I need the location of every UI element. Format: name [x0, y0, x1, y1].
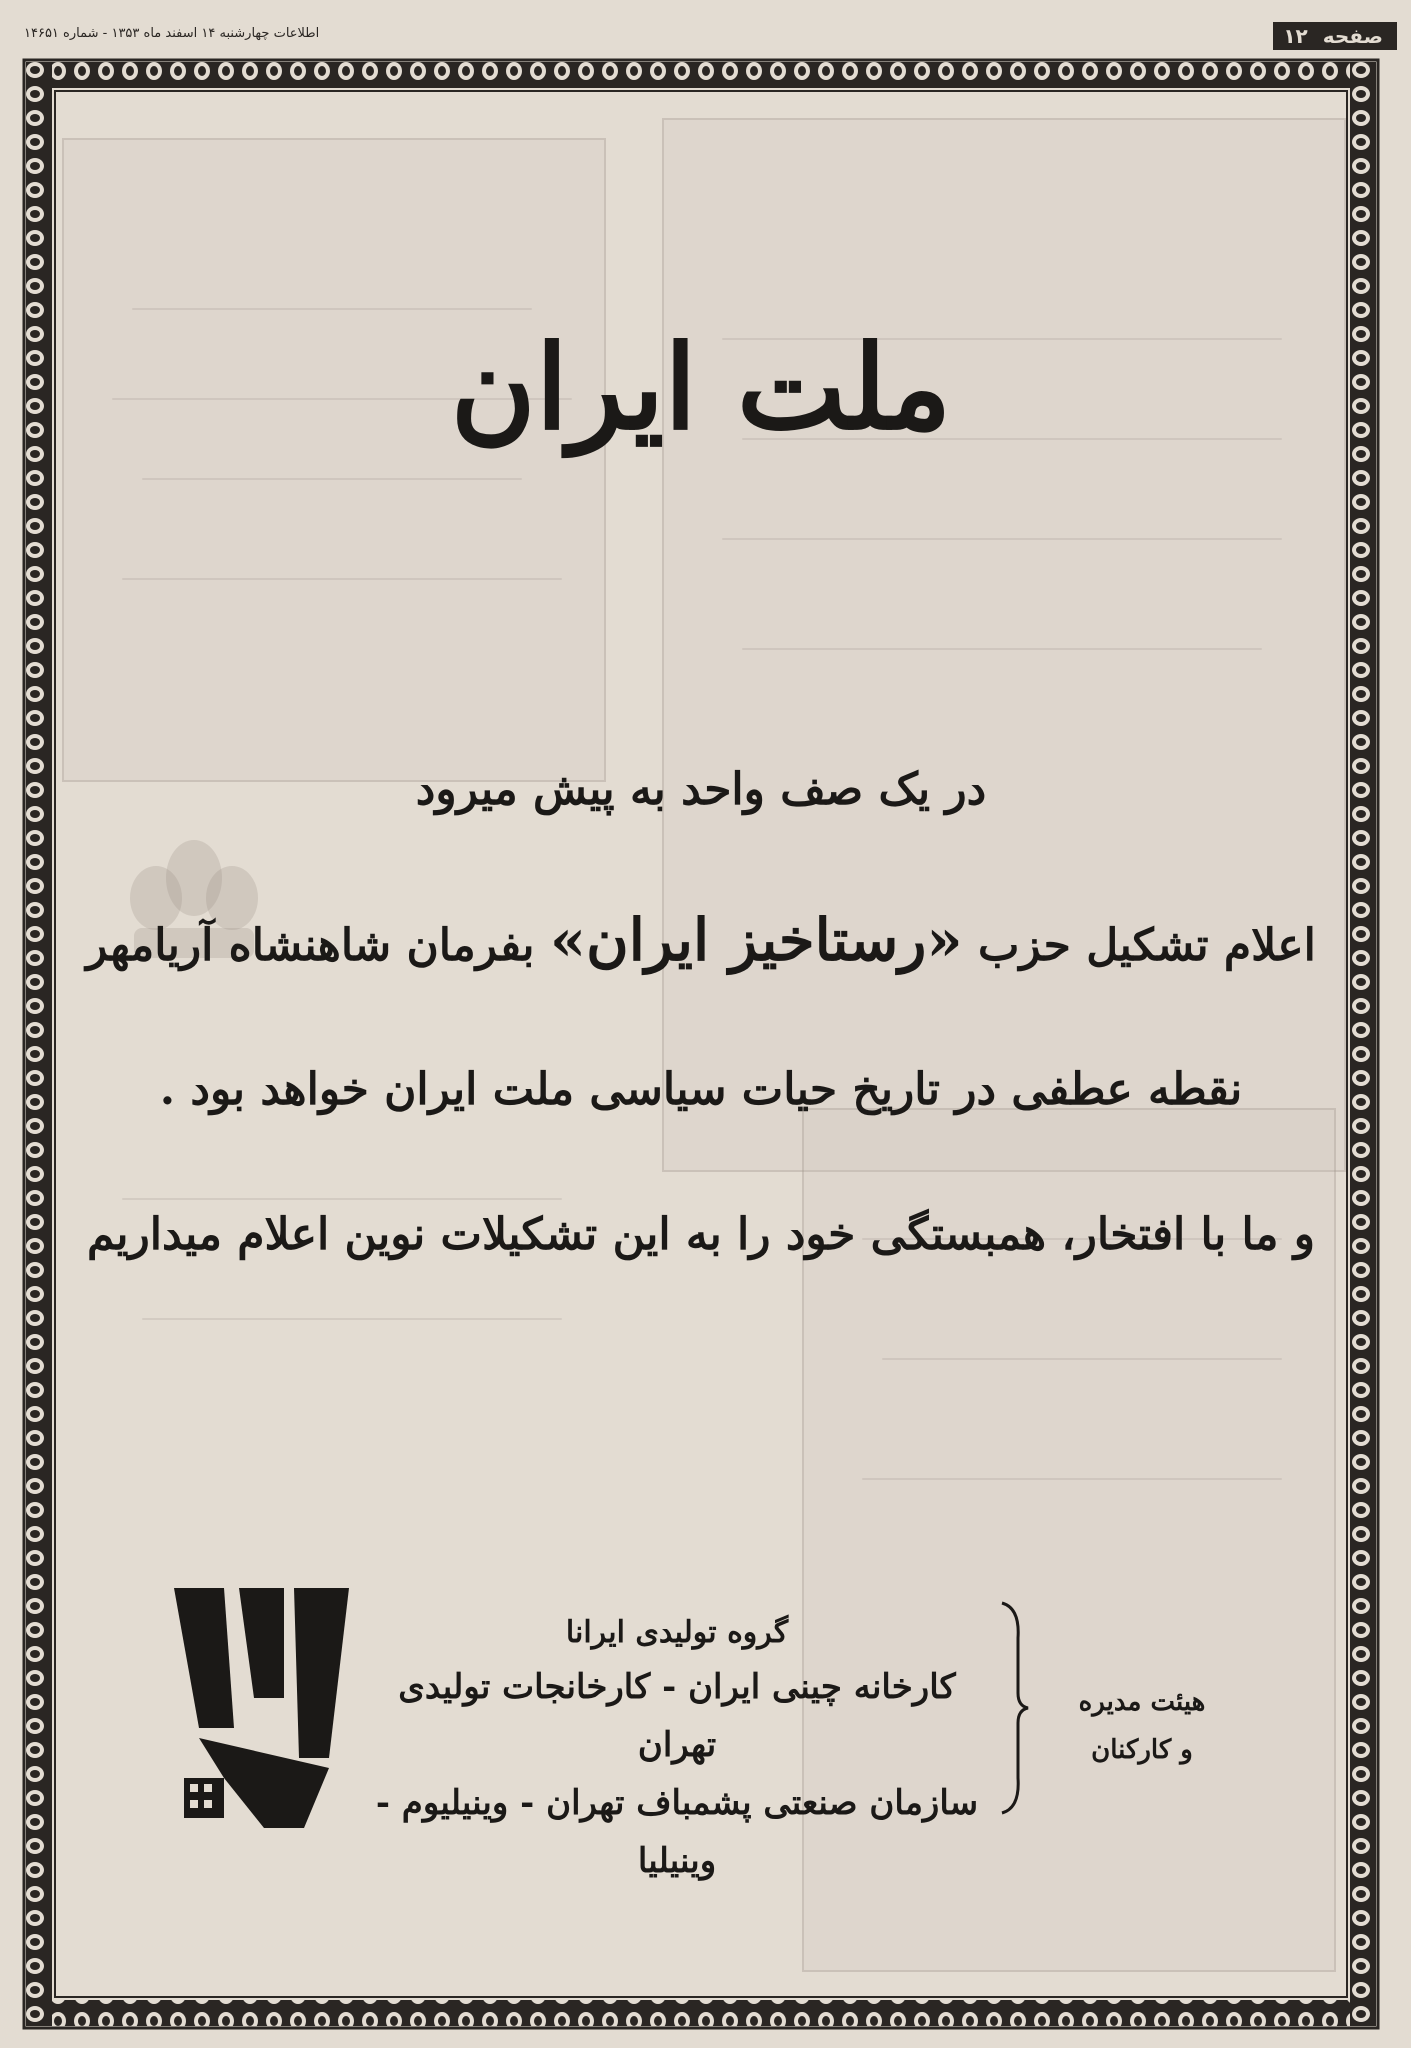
statement-line-2-suffix: بفرمان شاهنشاه آریامهر — [86, 920, 535, 971]
page-number: ۱۲ — [1283, 24, 1308, 48]
statement-line-2 — [22, 908, 1380, 978]
advertisement — [22, 58, 1380, 2030]
company-list — [362, 1608, 992, 1890]
irana-logo-icon — [164, 1578, 364, 1828]
page-word: صفحه — [1322, 24, 1383, 48]
brace-icon — [992, 1598, 1032, 1818]
headline: ملت ایران — [450, 320, 952, 456]
sponsor-block — [22, 1578, 1380, 1881]
dateline: اطلاعات چهارشنبه ۱۴ اسفند ماه ۱۳۵۳ - شماره ۱۴۶۵۱ — [24, 26, 320, 41]
board-line-1: هیئت مدیره — [1078, 1687, 1206, 1717]
group-name: گروه تولیدی ایرانا — [565, 1615, 789, 1650]
board-and-staff — [1032, 1678, 1252, 1774]
statement-line-3: نقطه عطفی در تاریخ حیات سیاسی ملت ایران خواهد بود . — [159, 1064, 1243, 1115]
company-row-1: کارخانه چینی ایران - کارخانجات تولیدی تهران — [398, 1667, 956, 1765]
party-name: «رستاخیز ایران» — [549, 906, 963, 974]
statement-line-2-prefix: اعلام تشکیل حزب — [977, 920, 1316, 971]
newspaper-header — [24, 18, 1397, 52]
statement-line-4: و ما با افتخار، همبستگی خود را به این تشکیلات نوین اعلام میداریم — [86, 1209, 1316, 1260]
board-line-2: و کارکنان — [1091, 1735, 1193, 1765]
statement-line-1: در یک صف واحد به پیش میرود — [415, 764, 987, 815]
company-row-2: سازمان صنعتی پشمباف تهران - وینیلیوم - وینیلیا — [375, 1783, 979, 1881]
ad-content — [22, 58, 1380, 2030]
page-number-label — [1273, 22, 1397, 50]
